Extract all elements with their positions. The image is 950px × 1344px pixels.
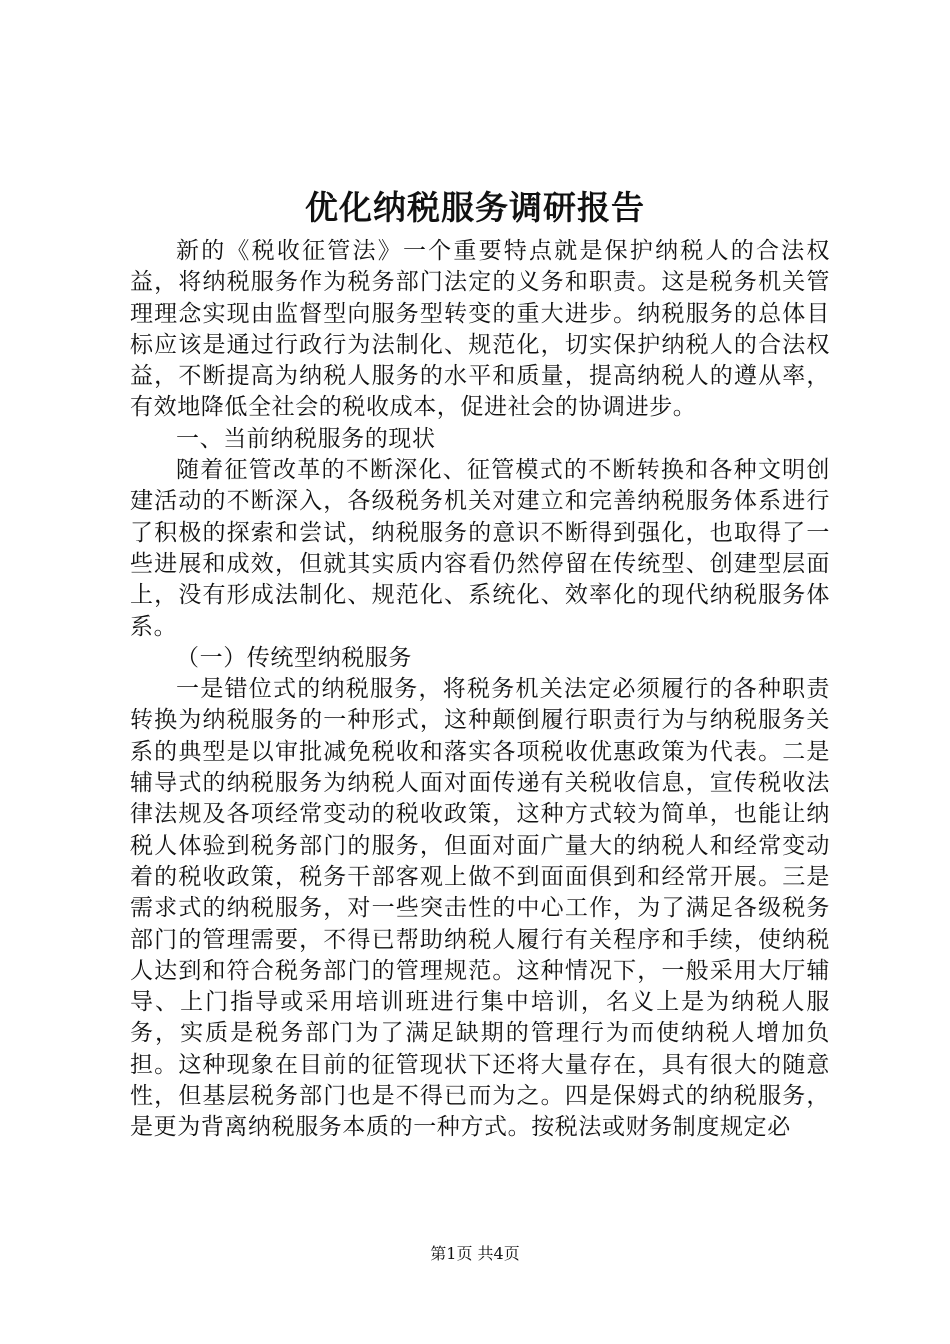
- paragraph-traditional-service: 一是错位式的纳税服务，将税务机关法定必须履行的各种职责转换为纳税服务的一种形式，这种颠倒履行职责行为与纳税服务关系的典型是以审批减免税收和落实各项税收优惠政策为代表。二是辅导式的纳税服务为纳税人面对面传递有关税收信息，宣传税收法律法规及各项经常变动的税收政策，这种方式较为简单，也能让纳税人体验到税务部门的服务，但面对面广量大的纳税人和经常变动着的税收政策，税务干部客观上做不到面面俱到和经常开展。三是需求式的纳税服务，对一些突击性的中心工作，为了满足各级税务部门的管理需要，不得已帮助纳税人履行有关程序和手续，使纳税人达到和符合税务部门的管理规范。这种情况下，一般采用大厅辅导、上门指导或采用培训班进行集中培训，名义上是为纳税人服务，实质是税务部门为了满足缺期的管理行为而使纳税人增加负担。这种现象在目前的征管现状下还将大量存在，具有很大的随意性，但基层税务部门也是不得已而为之。四是保姆式的纳税服务，是更为背离纳税服务本质的一种方式。按税法或财务制度规定必: [130, 676, 830, 1141]
- paragraph-status: 随着征管改革的不断深化、征管模式的不断转换和各种文明创建活动的不断深入，各级税务机关对建立和完善纳税服务体系进行了积极的探索和尝试，纳税服务的意识不断得到强化，也取得了一些进展和成效，但就其实质内容看仍然停留在传统型、创建型层面上，没有形成法制化、规范化、系统化、效率化的现代纳税服务体系。: [130, 457, 830, 640]
- page-footer: 第1页 共4页: [430, 1244, 520, 1263]
- paragraph-intro: 新的《税收征管法》一个重要特点就是保护纳税人的合法权益，将纳税服务作为税务部门法定的义务和职责。这是税务机关管理理念实现由监督型向服务型转变的重大进步。纳税服务的总体目标应该是通过行政行为法制化、规范化，切实保护纳税人的合法权益，不断提高为纳税人服务的水平和质量，提高纳税人的遵从率，有效地降低全社会的税收成本，促进社会的协调进步。: [130, 238, 830, 421]
- document-title: 优化纳税服务调研报告: [305, 188, 645, 227]
- section-heading-1: 一、当前纳税服务的现状: [176, 425, 436, 452]
- document-body: [130, 236, 830, 1144]
- subsection-heading-1: （一）传统型纳税服务: [176, 644, 412, 671]
